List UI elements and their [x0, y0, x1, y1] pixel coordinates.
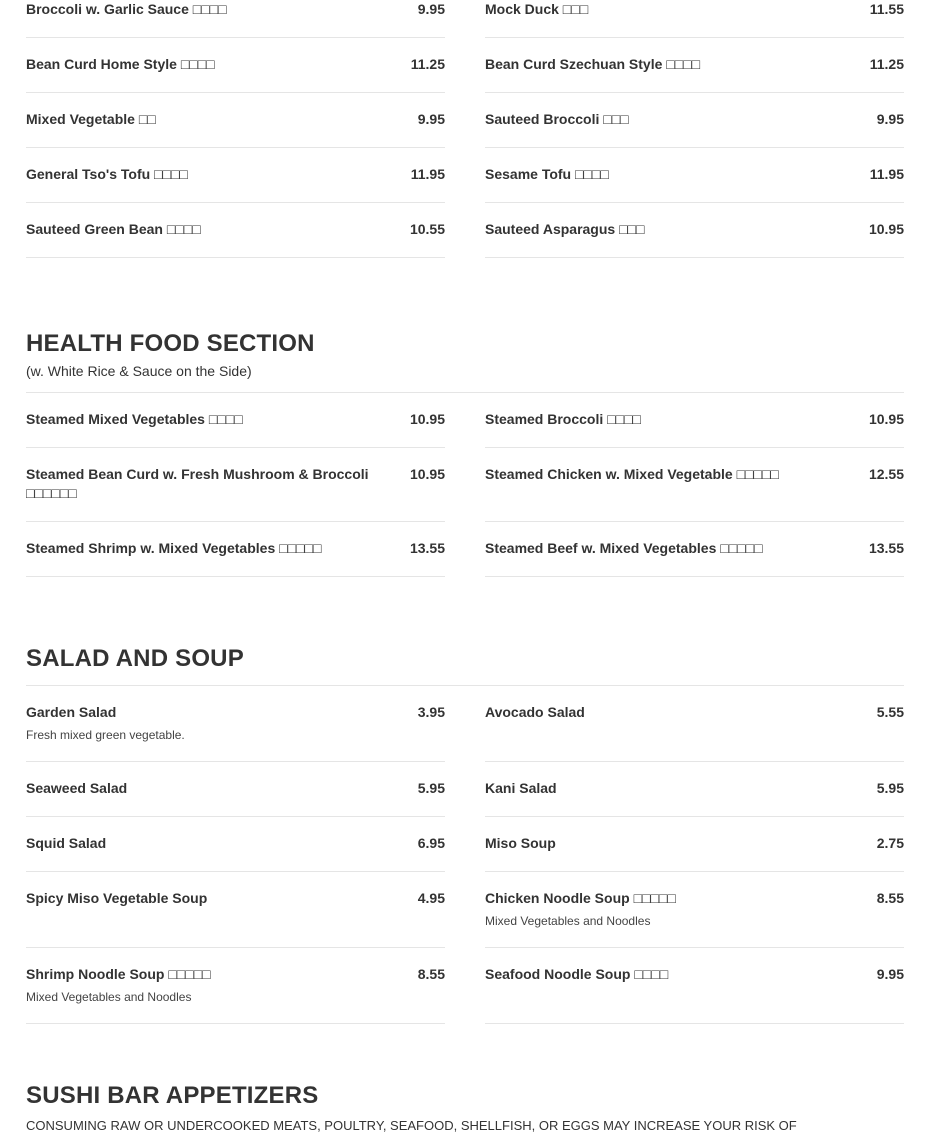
menu-item[interactable]	[26, 38, 445, 93]
item-price: 10.95	[409, 411, 445, 427]
item-price: 5.95	[876, 780, 904, 796]
item-price: 10.95	[868, 411, 904, 427]
raw-food-warning: CONSUMING RAW OR UNDERCOOKED MEATS, POULTRY, SEAFOOD, SHELLFISH, OR EGGS MAY INCREASE YOUR RISK OF	[26, 1118, 797, 1133]
menu-item[interactable]	[485, 762, 904, 817]
section-title: SUSHI BAR APPETIZERS	[26, 1082, 319, 1109]
menu-item[interactable]	[26, 872, 445, 948]
menu-item[interactable]	[485, 393, 904, 448]
menu-item[interactable]	[485, 203, 904, 258]
item-name: Kani Salad	[485, 780, 557, 796]
menu-section-sushi-bar-appetizers	[26, 1082, 904, 1134]
menu-item[interactable]	[485, 522, 904, 577]
item-price: 13.55	[868, 540, 904, 556]
item-price: 5.55	[876, 704, 904, 720]
menu-item[interactable]	[26, 0, 445, 38]
menu-item-grid	[26, 393, 904, 577]
item-price: 9.95	[417, 111, 445, 127]
item-name: Seaweed Salad	[26, 780, 128, 796]
menu-item-grid	[26, 0, 904, 258]
menu-item[interactable]	[485, 0, 904, 38]
menu-item[interactable]	[26, 93, 445, 148]
item-price: 8.55	[417, 966, 445, 982]
item-name: Miso Soup	[485, 835, 556, 851]
section-title: HEALTH FOOD SECTION	[26, 330, 315, 357]
menu-item[interactable]	[26, 448, 445, 522]
section-header	[26, 645, 904, 686]
item-description: Mixed Vegetables and Noodles	[26, 990, 192, 1004]
menu-item[interactable]	[485, 448, 904, 522]
menu-item[interactable]	[26, 203, 445, 258]
item-name: Spicy Miso Vegetable Soup	[26, 890, 208, 906]
item-price: 3.95	[417, 704, 445, 720]
item-price: 12.55	[868, 466, 904, 482]
item-name: Sauteed Broccoli □□□	[485, 111, 629, 127]
menu-item[interactable]	[485, 686, 904, 762]
item-name: Sesame Tofu □□□□	[485, 166, 609, 182]
menu-item[interactable]	[485, 948, 904, 1024]
item-price: 10.95	[409, 466, 445, 482]
menu-section-vegetable-tofu	[26, 0, 904, 258]
item-name: Garden Salad	[26, 704, 117, 720]
item-description: Fresh mixed green vegetable.	[26, 728, 185, 742]
item-price: 6.95	[417, 835, 445, 851]
menu-item[interactable]	[26, 817, 445, 872]
menu-section-health-food	[26, 330, 904, 577]
menu-item[interactable]	[26, 148, 445, 203]
item-name: Steamed Shrimp w. Mixed Vegetables □□□□□	[26, 540, 322, 556]
item-name: Sauteed Asparagus □□□	[485, 221, 645, 237]
item-name: Mock Duck □□□	[485, 1, 589, 17]
menu-item[interactable]	[26, 522, 445, 577]
item-price: 11.25	[869, 56, 904, 72]
menu-item-grid	[26, 686, 904, 1024]
item-price: 10.55	[409, 221, 445, 237]
item-name: Bean Curd Home Style □□□□	[26, 56, 215, 72]
menu-item[interactable]	[26, 948, 445, 1024]
item-price: 8.55	[876, 890, 904, 906]
section-subtitle: (w. White Rice & Sauce on the Side)	[26, 363, 252, 379]
menu-item[interactable]	[485, 38, 904, 93]
item-name: Steamed Broccoli □□□□	[485, 411, 641, 427]
menu-item[interactable]	[26, 686, 445, 762]
item-name: Avocado Salad	[485, 704, 585, 720]
item-price: 2.75	[876, 835, 904, 851]
section-header	[26, 330, 904, 393]
item-price: 9.95	[417, 1, 445, 17]
item-price: 9.95	[876, 966, 904, 982]
item-name: Seafood Noodle Soup □□□□	[485, 966, 669, 982]
item-price: 4.95	[417, 890, 445, 906]
item-name: Bean Curd Szechuan Style □□□□	[485, 56, 701, 72]
item-name: Squid Salad	[26, 835, 107, 851]
section-title: SALAD AND SOUP	[26, 645, 244, 672]
menu-item[interactable]	[485, 872, 904, 948]
item-price: 5.95	[417, 780, 445, 796]
menu-item[interactable]	[485, 148, 904, 203]
item-price: 13.55	[409, 540, 445, 556]
menu-item[interactable]	[485, 817, 904, 872]
item-name: Steamed Chicken w. Mixed Vegetable □□□□□	[485, 466, 779, 482]
menu-item[interactable]	[26, 762, 445, 817]
item-price: 10.95	[868, 221, 904, 237]
item-name: Sauteed Green Bean □□□□	[26, 221, 201, 237]
item-price: 11.95	[869, 166, 904, 182]
item-name: Mixed Vegetable □□	[26, 111, 156, 127]
menu-item[interactable]	[485, 93, 904, 148]
menu-section-salad-and-soup	[26, 645, 904, 1024]
item-name: Shrimp Noodle Soup □□□□□	[26, 966, 211, 982]
item-price: 11.25	[410, 56, 445, 72]
item-description: Mixed Vegetables and Noodles	[485, 914, 651, 928]
item-name: Chicken Noodle Soup □□□□□	[485, 890, 676, 906]
item-name: General Tso's Tofu □□□□	[26, 166, 188, 182]
item-price: 11.55	[869, 1, 904, 17]
item-name: Steamed Mixed Vegetables □□□□	[26, 411, 243, 427]
item-name: Steamed Beef w. Mixed Vegetables □□□□□	[485, 540, 763, 556]
item-name: Broccoli w. Garlic Sauce □□□□	[26, 1, 227, 17]
item-price: 11.95	[410, 166, 445, 182]
item-name: Steamed Bean Curd w. Fresh Mushroom & Broccoli □□□□□□	[26, 466, 369, 501]
item-price: 9.95	[876, 111, 904, 127]
menu-item[interactable]	[26, 393, 445, 448]
